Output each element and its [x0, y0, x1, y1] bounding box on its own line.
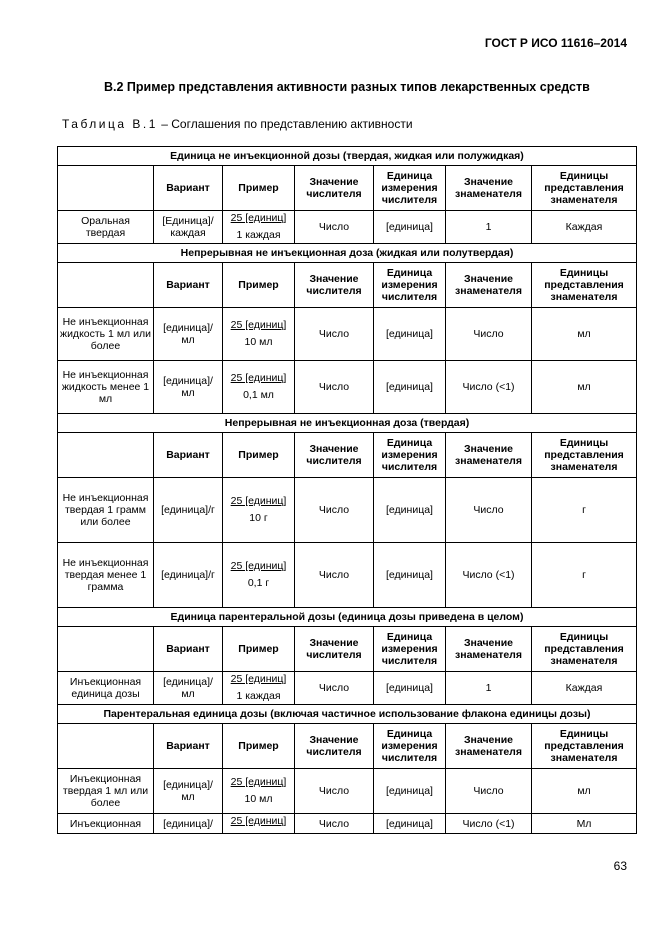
table-row: [58, 211, 637, 244]
table-row: [58, 308, 637, 361]
example-cell: [223, 211, 295, 244]
column-header-empty: [58, 724, 154, 769]
example-cell: [223, 769, 295, 814]
denominator-unit-cell: г: [532, 543, 637, 608]
example-fraction: [231, 372, 287, 402]
denominator-value-cell: Число (<1): [446, 361, 532, 414]
column-header: Значение числителя: [295, 724, 374, 769]
numerator-unit-cell: [единица]: [374, 308, 446, 361]
numerator-value-cell: Число: [295, 814, 374, 834]
document-standard-header: ГОСТ Р ИСО 11616–2014: [484, 36, 627, 50]
example-numerator: 25 [единиц]: [230, 319, 287, 331]
numerator-unit-cell: [единица]: [374, 814, 446, 834]
numerator-unit-cell: [единица]: [374, 361, 446, 414]
column-header: Вариант: [154, 263, 223, 308]
column-header: Единицы представления знаменателя: [532, 627, 637, 672]
column-header-empty: [58, 433, 154, 478]
column-header: Вариант: [154, 166, 223, 211]
example-fraction: [231, 815, 287, 832]
example-fraction: [231, 212, 287, 242]
table-row: [58, 543, 637, 608]
example-cell: [223, 308, 295, 361]
numerator-value-cell: Число: [295, 769, 374, 814]
example-numerator: 25 [единиц]: [230, 673, 287, 685]
denominator-unit-cell: Каждая: [532, 211, 637, 244]
column-header: Единицы представления знаменателя: [532, 724, 637, 769]
column-header: Единица измерения числителя: [374, 627, 446, 672]
section-title: Непрерывная не инъекционная доза (твердая): [58, 414, 637, 433]
column-header: Единица измерения числителя: [374, 166, 446, 211]
column-header-empty: [58, 627, 154, 672]
example-numerator: 25 [единиц]: [230, 212, 287, 224]
example-numerator: 25 [единиц]: [230, 776, 287, 788]
numerator-value-cell: Число: [295, 478, 374, 543]
column-header: Вариант: [154, 627, 223, 672]
column-header: Пример: [223, 433, 295, 478]
table-row: [58, 769, 637, 814]
column-header: Значение знаменателя: [446, 433, 532, 478]
column-header: Значение числителя: [295, 627, 374, 672]
column-header: Единицы представления знаменателя: [532, 166, 637, 211]
denominator-value-cell: Число: [446, 308, 532, 361]
denominator-unit-cell: мл: [532, 361, 637, 414]
column-header-empty: [58, 263, 154, 308]
table-row: [58, 814, 637, 834]
example-denominator: 10 мл: [244, 793, 273, 805]
example-fraction: [231, 673, 287, 703]
variant-cell: [единица]/г: [154, 478, 223, 543]
example-numerator: 25 [единиц]: [230, 560, 287, 572]
section-title: Единица парентеральной дозы (единица дозы приведена в целом): [58, 608, 637, 627]
potency-conventions-table: [57, 146, 637, 834]
variant-cell: [единица]/ мл: [154, 672, 223, 705]
page-number: 63: [613, 859, 627, 873]
column-header: Единицы представления знаменателя: [532, 433, 637, 478]
denominator-value-cell: Число (<1): [446, 543, 532, 608]
variant-cell: [Единица]/ каждая: [154, 211, 223, 244]
dosage-form-cell: Инъекционная: [58, 814, 154, 834]
section-header-row: [58, 608, 637, 627]
numerator-value-cell: Число: [295, 211, 374, 244]
numerator-value-cell: Число: [295, 543, 374, 608]
column-header-empty: [58, 166, 154, 211]
column-header: Единица измерения числителя: [374, 433, 446, 478]
column-header: Единица измерения числителя: [374, 724, 446, 769]
example-cell: [223, 361, 295, 414]
column-header: Значение числителя: [295, 433, 374, 478]
example-denominator: 10 мл: [244, 336, 273, 348]
column-header: Пример: [223, 724, 295, 769]
section-header-row: [58, 705, 637, 724]
variant-cell: [единица]/г: [154, 543, 223, 608]
column-header-row: [58, 433, 637, 478]
dosage-form-cell: Не инъекционная твердая 1 грамм или более: [58, 478, 154, 543]
denominator-value-cell: Число: [446, 478, 532, 543]
example-fraction: [231, 776, 287, 806]
column-header: Пример: [223, 166, 295, 211]
table-caption-label: Таблица B.1: [62, 117, 158, 131]
section-header-row: [58, 244, 637, 263]
section-title: Непрерывная не инъекционная доза (жидкая или полутвердая): [58, 244, 637, 263]
column-header-row: [58, 166, 637, 211]
numerator-value-cell: Число: [295, 672, 374, 705]
section-header-row: [58, 147, 637, 166]
denominator-value-cell: 1: [446, 672, 532, 705]
variant-cell: [единица]/: [154, 814, 223, 834]
example-numerator: 25 [единиц]: [230, 815, 287, 827]
example-numerator: 25 [единиц]: [230, 495, 287, 507]
denominator-value-cell: 1: [446, 211, 532, 244]
denominator-unit-cell: мл: [532, 308, 637, 361]
column-header: Значение знаменателя: [446, 263, 532, 308]
example-denominator: 10 г: [249, 512, 268, 524]
numerator-unit-cell: [единица]: [374, 672, 446, 705]
column-header: Значение знаменателя: [446, 166, 532, 211]
dosage-form-cell: Инъекционная единица дозы: [58, 672, 154, 705]
table-row: [58, 672, 637, 705]
example-numerator: 25 [единиц]: [230, 372, 287, 384]
numerator-unit-cell: [единица]: [374, 769, 446, 814]
table-caption-text: – Соглашения по представлению активности: [157, 117, 413, 131]
dosage-form-cell: Инъекционная твердая 1 мл или более: [58, 769, 154, 814]
denominator-value-cell: Число: [446, 769, 532, 814]
example-cell: [223, 478, 295, 543]
section-title: B.2 Пример представления активности разных типов лекарственных средств: [104, 80, 590, 94]
example-cell: [223, 543, 295, 608]
denominator-value-cell: Число (<1): [446, 814, 532, 834]
example-cell: [223, 672, 295, 705]
variant-cell: [единица]/ мл: [154, 308, 223, 361]
column-header: Вариант: [154, 433, 223, 478]
dosage-form-cell: Не инъекционная жидкость менее 1 мл: [58, 361, 154, 414]
denominator-unit-cell: мл: [532, 769, 637, 814]
column-header: Пример: [223, 627, 295, 672]
denominator-unit-cell: Каждая: [532, 672, 637, 705]
column-header-row: [58, 724, 637, 769]
table-body: [58, 147, 637, 834]
table-row: [58, 361, 637, 414]
example-denominator: [231, 830, 287, 832]
column-header: Вариант: [154, 724, 223, 769]
section-title: Парентеральная единица дозы (включая частичное использование флакона единицы дозы): [58, 705, 637, 724]
example-cell: [223, 814, 295, 834]
column-header: Значение знаменателя: [446, 724, 532, 769]
numerator-unit-cell: [единица]: [374, 211, 446, 244]
example-fraction: [231, 560, 287, 590]
variant-cell: [единица]/ мл: [154, 769, 223, 814]
example-denominator: 0,1 мл: [243, 389, 274, 401]
example-fraction: [231, 495, 287, 525]
column-header-row: [58, 263, 637, 308]
numerator-unit-cell: [единица]: [374, 478, 446, 543]
numerator-value-cell: Число: [295, 308, 374, 361]
section-header-row: [58, 414, 637, 433]
dosage-form-cell: Оральная твердая: [58, 211, 154, 244]
numerator-value-cell: Число: [295, 361, 374, 414]
column-header-row: [58, 627, 637, 672]
column-header: Единица измерения числителя: [374, 263, 446, 308]
example-denominator: 0,1 г: [247, 577, 270, 589]
column-header: Пример: [223, 263, 295, 308]
example-fraction: [231, 319, 287, 349]
column-header: Значение знаменателя: [446, 627, 532, 672]
denominator-unit-cell: г: [532, 478, 637, 543]
numerator-unit-cell: [единица]: [374, 543, 446, 608]
dosage-form-cell: Не инъекционная жидкость 1 мл или более: [58, 308, 154, 361]
example-denominator: 1 каждая: [236, 690, 281, 702]
table-caption: [62, 117, 413, 131]
denominator-unit-cell: Мл: [532, 814, 637, 834]
column-header: Значение числителя: [295, 263, 374, 308]
example-denominator: 1 каждая: [236, 229, 281, 241]
dosage-form-cell: Не инъекционная твердая менее 1 грамма: [58, 543, 154, 608]
section-title: Единица не инъекционной дозы (твердая, жидкая или полужидкая): [58, 147, 637, 166]
column-header: Значение числителя: [295, 166, 374, 211]
variant-cell: [единица]/ мл: [154, 361, 223, 414]
column-header: Единицы представления знаменателя: [532, 263, 637, 308]
table-row: [58, 478, 637, 543]
